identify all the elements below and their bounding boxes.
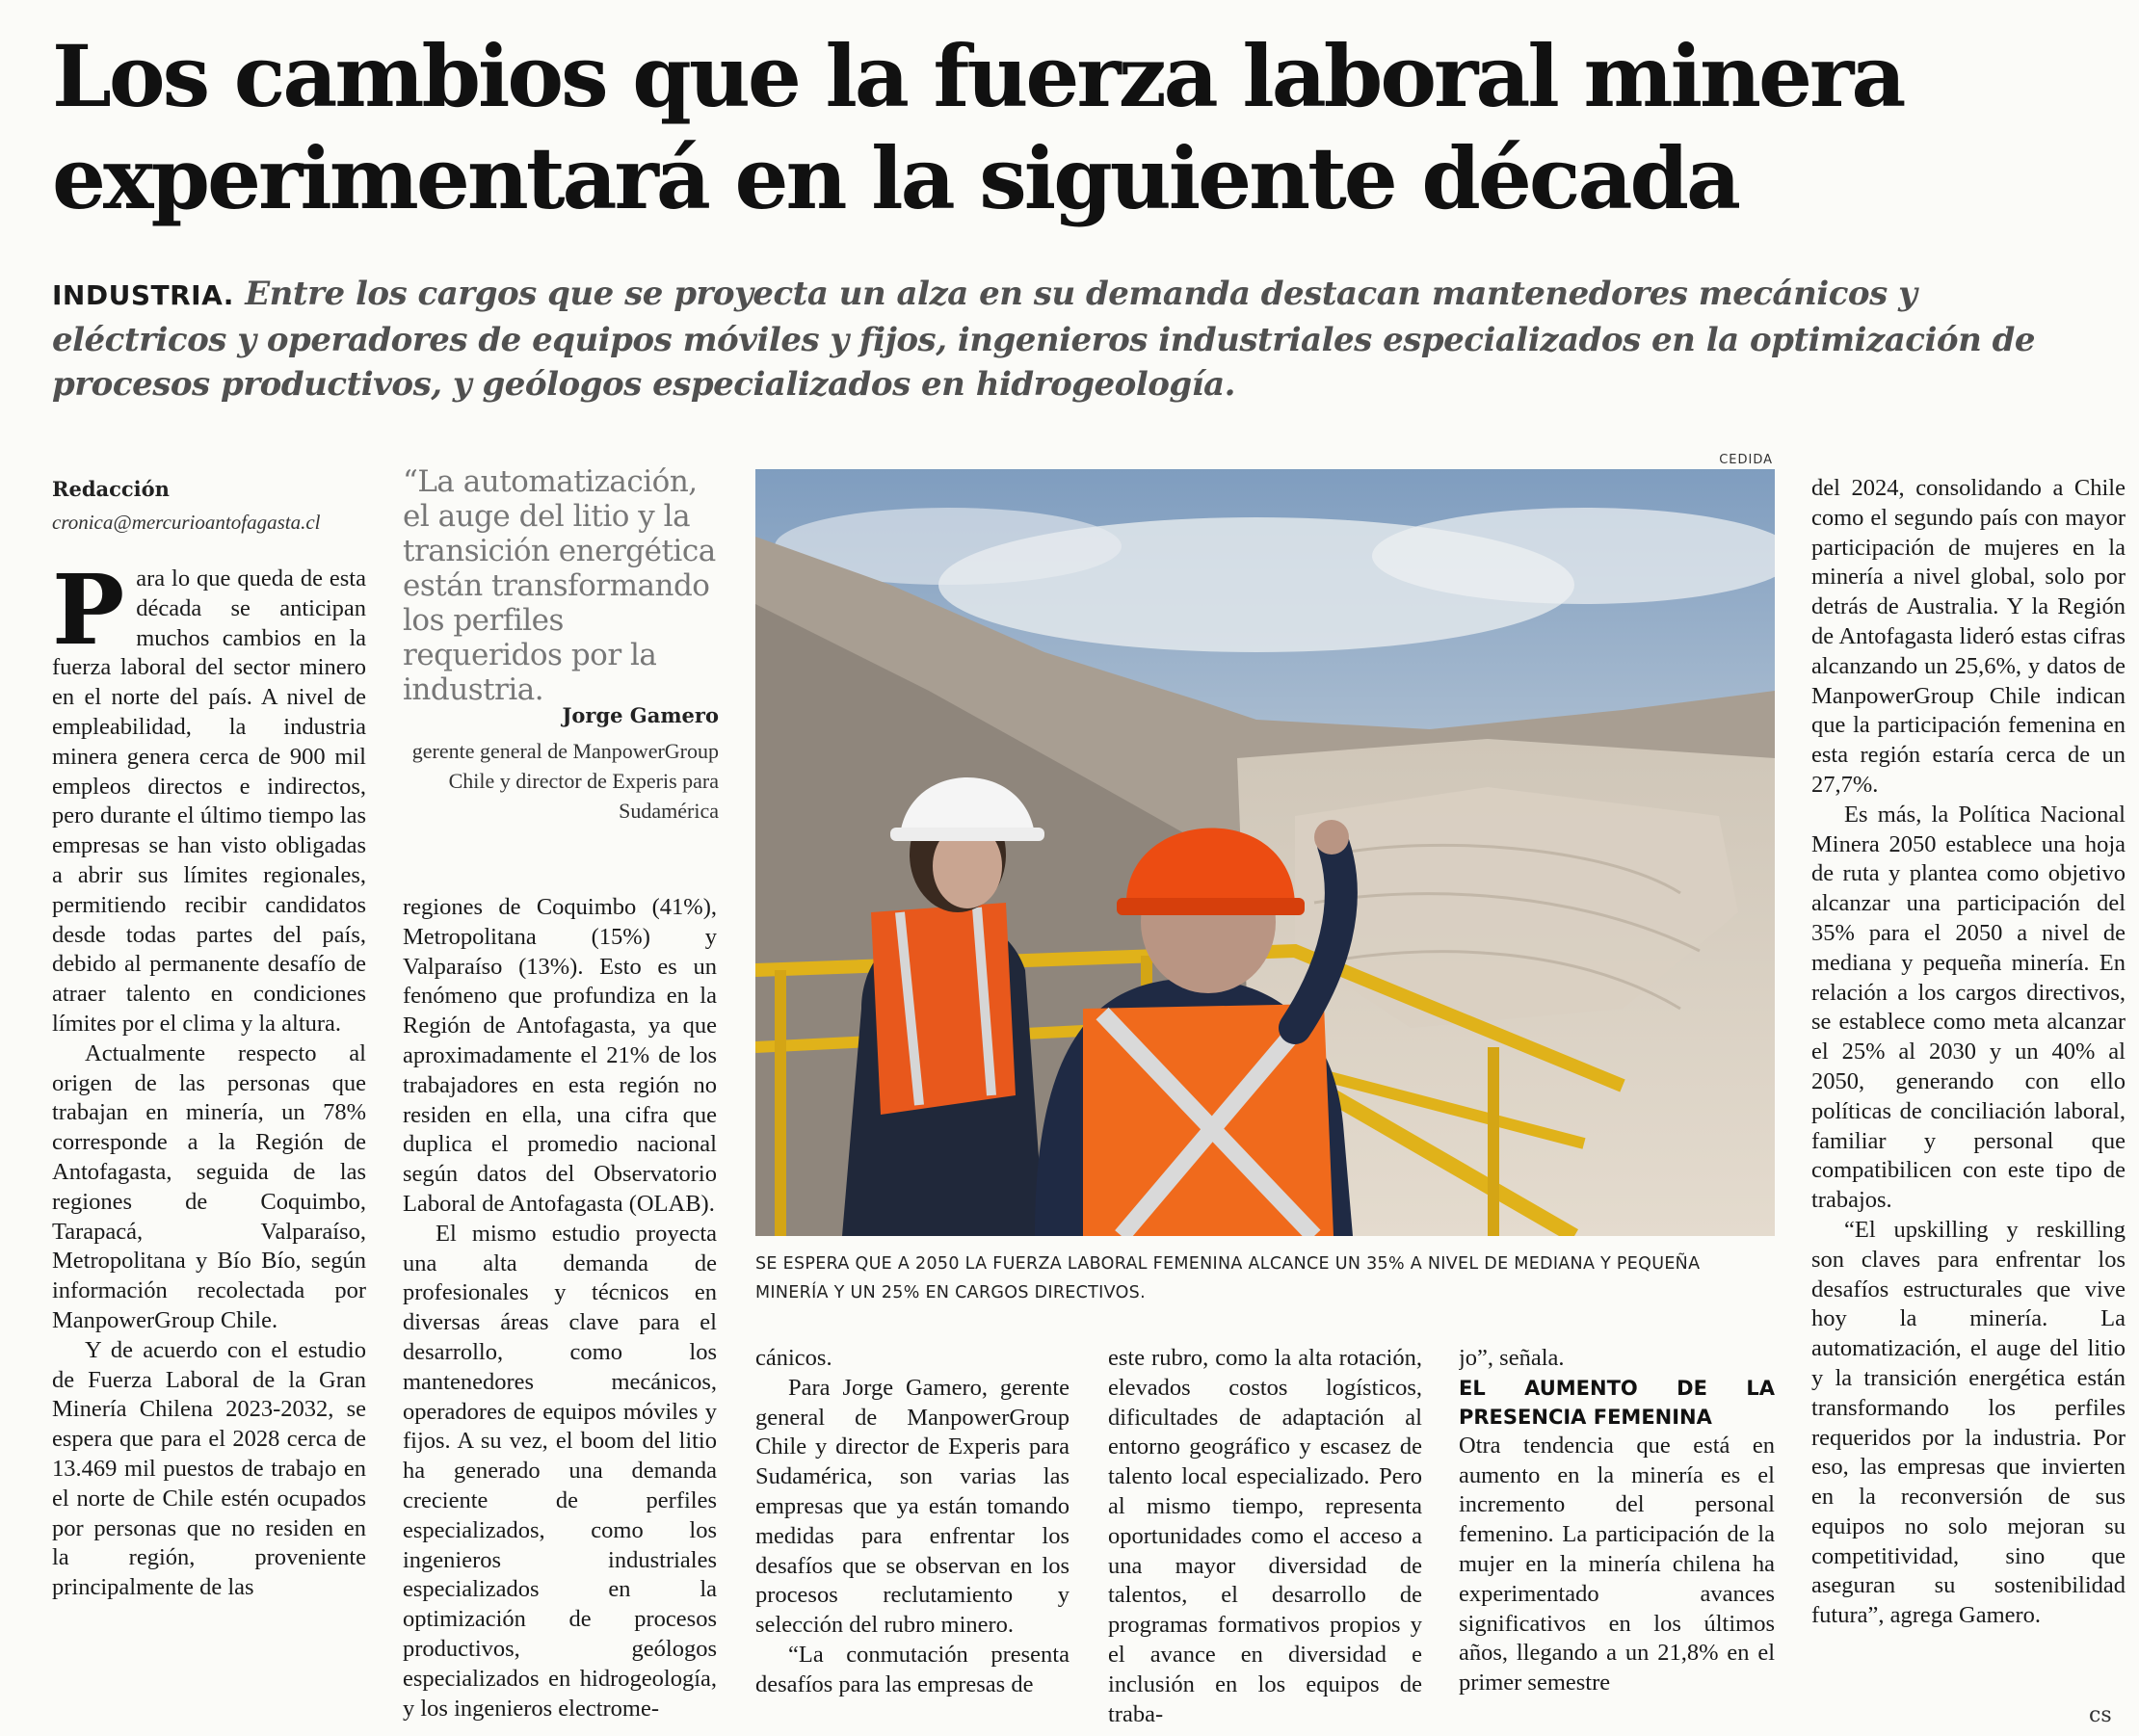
body-column-4 xyxy=(1108,1344,1422,1736)
body-paragraph: Es más, la Política Nacional Minera 2050 establece una hoja de ruta y plantea como objetivo alcanzar una participación del 35% para el 2050 a nivel de mediana y pequeña minería. En relación a los cargos directivos, se establece como meta alcanzar el 25% al 2030 y un 40% al 2050, generando con ello políticas de conciliación laboral, familiar y personal que compatibilicen con este tipo de trabajos. xyxy=(1811,801,2126,1214)
article-headline xyxy=(52,25,2075,229)
paragraph-text: ara lo que queda de esta década se anticipan muchos cambios en la fuerza laboral del sector minero en el norte del país. A nivel de empleabilidad, la industria minera genera cerca de 900 mil empleos directos e indirectos, pero durante el último tiempo las empresas se han visto obligadas a abrir sus límites regionales, permitiendo recibir candidatos desde todas partes del país, debido al permanente desafío de atraer talento en condiciones límites por el clima y la altura. xyxy=(52,566,366,1037)
pull-quote-role: gerente general de ManpowerGroup Chile y director de Experis para Sudamérica xyxy=(411,739,719,823)
end-of-article-mark: cs xyxy=(2089,1703,2112,1727)
body-column-1 xyxy=(52,565,366,1736)
body-paragraph: “La conmutación presenta desafíos para las empresas de xyxy=(755,1641,1070,1697)
headline-line-2: experimentará en la siguiente década xyxy=(52,128,1739,228)
photo-caption: SE ESPERA QUE A 2050 LA FUERZA LABORAL FEMENINA ALCANCE UN 35% A NIVEL DE MEDIANA Y PEQUEÑA MINERÍA Y UN 25% EN CARGOS DIRECTIVOS. xyxy=(755,1254,1701,1302)
body-paragraph: El mismo estudio proyecta una alta demanda de profesionales y técnicos en diversas áreas clave para el desarrollo, como los mantenedores mecánicos, operadores de equipos móviles y fijos. A su vez, el boom del litio ha generado una demanda creciente de perfiles especializados, como los ingenieros industriales especializados en la optimización de procesos productivos, geólogos especializados en hidrogeología, y los ingenieros electrome- xyxy=(403,1220,717,1722)
body-column-2 xyxy=(403,893,717,1736)
body-paragraph: este rubro, como la alta rotación, elevados costos logísticos, dificultades de adaptación al entorno geográfico y escasez de talento local especializado. Pero al mismo tiempo, representa oportunidades como el acceso a una mayor diversidad de talentos, el desarrollo de programas formativos propios y el avance en diversidad e inclusión en los equipos de traba- xyxy=(1108,1345,1422,1727)
article-lead xyxy=(52,272,2095,407)
body-column-6 xyxy=(1811,474,2126,1703)
body-column-3 xyxy=(755,1344,1070,1736)
article-photo xyxy=(755,469,1775,1236)
body-paragraph: del 2024, consolidando a Chile como el segundo país con mayor participación de mujeres en la minería a nivel global, solo por detrás de Australia. Y la Región de Antofagasta lideró estas cifras alcanzando un 25,6%, y datos de ManpowerGroup Chile indican que la participación femenina en esta región estaría cerca de un 27,7%. xyxy=(1811,475,2126,798)
byline-email: cronica@mercurioantofagasta.cl xyxy=(52,511,321,534)
body-paragraph: Y de acuerdo con el estudio de Fuerza Laboral de la Gran Minería Chilena 2023-2032, se espera que para el 2028 cerca de 13.469 mil puestos de trabajo en el norte de Chile estén ocupados por personas que no residen en la región, proveniente principalmente de las xyxy=(52,1336,366,1601)
body-paragraph: cánicos. xyxy=(755,1345,832,1371)
body-paragraph xyxy=(52,565,366,1039)
body-paragraph: regiones de Coquimbo (41%), Metropolitana (15%) y Valparaíso (13%). Esto es un fenómeno que profundiza en la Región de Antofagasta, ya que aproximadamente el 21% de los trabajadores en esta región no residen en ella, una cifra que duplica el promedio nacional según datos del Observatorio Laboral de Antofagasta (OLAB). xyxy=(403,894,717,1217)
lead-text: Entre los cargos que se proyecta un alza en su demanda destacan mantenedores mecánicos y eléctricos y operadores de equipos móviles y fijos, ingenieros industriales especializados en la optimización de procesos productivos, y geólogos especializados en hidrogeología. xyxy=(52,275,2036,404)
body-paragraph: jo”, señala. xyxy=(1459,1345,1565,1371)
headline-line-1: Los cambios que la fuerza laboral minera xyxy=(52,26,1904,126)
body-paragraph: “El upskilling y reskilling son claves para enfrentar los desafíos estructurales que vive hoy la minería. La automatización, el auge del litio y la transición energética están transformando los perfiles requeridos por la industria. Por eso, las empresas que invierten en la reconversión de sus equipos no solo mejoran su competitividad, sino que aseguran su sostenibilidad futura”, agrega Gamero. xyxy=(1811,1216,2126,1629)
body-paragraph: Actualmente respecto al origen de las personas que trabajan en minería, un 78% corresponde a la Región de Antofagasta, seguida de las regiones de Coquimbo, Tarapacá, Valparaíso, Metropolitana y Bío Bío, según información recolectada por ManpowerGroup Chile. xyxy=(52,1039,366,1333)
photo-credit: CEDIDA xyxy=(1719,453,1773,467)
mine-workers-illustration xyxy=(755,469,1775,1236)
pull-quote-author: Jorge Gamero xyxy=(562,703,719,727)
section-subhead: EL AUMENTO DE LA PRESENCIA FEMENINA xyxy=(1459,1376,1775,1429)
body-paragraph: Otra tendencia que está en aumento en la minería es el incremento del personal femenino. La participación de la mujer en la minería chilena ha experimentado avances significativos en los últimos años, llegando a un 21,8% en el primer semestre xyxy=(1459,1432,1775,1697)
byline-author: Redacción xyxy=(52,477,170,501)
drop-cap: P xyxy=(52,565,125,667)
section-tag: INDUSTRIA. xyxy=(52,279,234,311)
body-paragraph: Para Jorge Gamero, gerente general de ManpowerGroup Chile y director de Experis para Sudamérica, son varias las empresas que ya están tomando medidas para enfrentar los desafíos que se observan en los procesos reclutamiento y selección del rubro minero. xyxy=(755,1374,1070,1639)
body-column-5 xyxy=(1459,1344,1775,1736)
pull-quote: “La automatización, el auge del litio y la transición energética están transformando los perfiles requeridos por la industria. xyxy=(403,464,716,707)
